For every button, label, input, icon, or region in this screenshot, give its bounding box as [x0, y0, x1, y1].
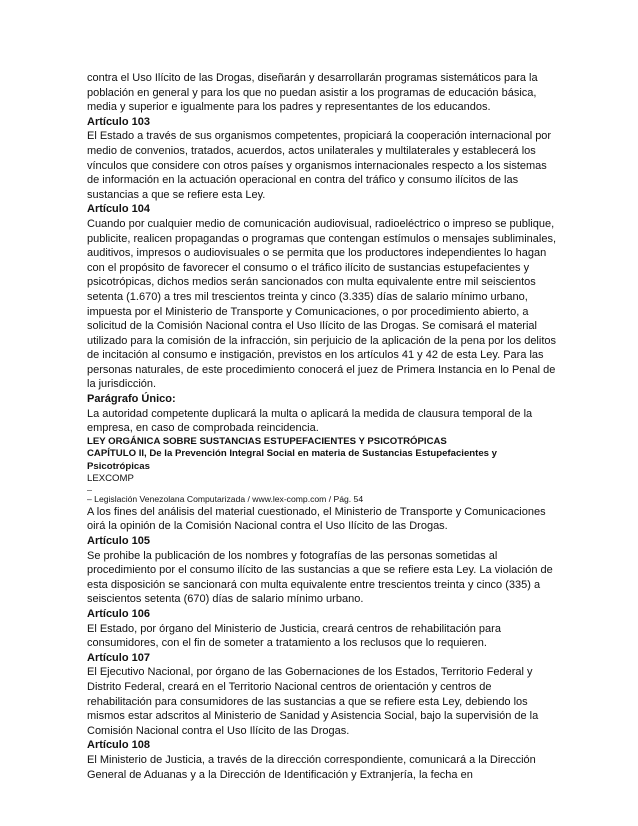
paragraph: La autoridad competente duplicará la multa o aplicará la medida de clausura temporal de la empresa, en caso de comprobada reincidencia.: [87, 407, 533, 435]
chapter-title: CAPÍTULO II, De la Prevención Integral Social en materia de Sustancias Estupefacientes y Psicotrópicas: [87, 448, 498, 472]
running-title: LEY ORGÁNICA SOBRE SUSTANCIAS ESTUPEFACIENTES Y PSICOTRÓPICAS: [87, 435, 447, 447]
paragraph: Cuando por cualquier medio de comunicación audiovisual, radioeléctrico o impreso se publique, publicite, realicen propagandas o programas que contengan estímulos o mensajes subliminales, auditivos, impresos o audiovisuales o se permita que los productores independientes lo hagan con el propósito de favorecer el consumo o el tráfico ilícito de sustancias estupefacientes y psicotrópicas, dichos medios serán sancionados con multa equivalente entre mil seiscientos setenta (1.670) a tres mil trescientos treinta y cinco (3.335) días de salario mínimo urbano, impuesta por el Ministerio de Transporte y Comunicaciones, o por procedimiento abierto, a solicitud de la Comisión Nacional contra el Uso Ilícito de las Drogas. Se comisará el material utilizado para la comisión de la infracción, sin perjuicio de la aplicación de la pena por los delitos de incitación al consumo e instigación, previstos en los artículos 41 y 42 de esta Ley. Para las personas naturales, de este procedimiento conocerá el juez de Primera Instancia en lo Penal de la jurisdicción.: [87, 217, 556, 391]
article-heading: Artículo 108: [87, 739, 150, 752]
article-heading: Artículo 107: [87, 651, 150, 664]
article-heading: Artículo 104: [87, 203, 150, 216]
paragraph: El Ejecutivo Nacional, por órgano de las Gobernaciones de los Estados, Territorio Federal y Distrito Federal, creará en el Territorio Nacional centros de orientación y centros de rehabilitación para consumidores de las sustancias a que se refiere esta Ley, debiendo los mismos estar adscritos al Ministerio de Sanidad y Asistencia Social, bajo la supervisión de la Comisión Nacional contra el Uso Ilícito de las Drogas.: [87, 666, 539, 737]
paragraph: contra el Uso Ilícito de las Drogas, diseñarán y desarrollarán programas sistemáticos para la población en general y para los que no puedan asistir a los programas de educación básica, media y superior e igualmente para los padres y representantes de los educandos.: [87, 72, 538, 114]
paragraph: El Estado, por órgano del Ministerio de Justicia, creará centros de rehabilitación para consumidores, con el fin de someter a tratamiento a los reclusos que lo requieren.: [87, 622, 501, 650]
document-page: [87, 71, 557, 782]
article-heading: Artículo 103: [87, 115, 150, 128]
paragraph-heading: Parágrafo Único:: [87, 393, 176, 406]
article-heading: Artículo 106: [87, 608, 150, 620]
paragraph: El Ministerio de Justicia, a través de la dirección correspondiente, comunicará a la Dirección General de Aduanas y a la Dirección de Identificación y Extranjería, la fecha en: [87, 753, 536, 781]
paragraph: Se prohibe la publicación de los nombres y fotografías de las personas sometidas al procedimiento por el consumo ilícito de las sustancias a que se refiere esta Ley. La violación de esta disposición se sancionará con multa equivalente entre trescientos treinta y cinco (335) a seiscientos setenta (670) días de salario mínimo urbano.: [87, 549, 553, 606]
paragraph: El Estado a través de sus organismos competentes, propiciará la cooperación internacional por medio de convenios, tratados, acuerdos, actos unilaterales y multilaterales y establecerá los vínculos que considere con otros países y organismos internacionales respecto a los sistemas de información en la actuación operacional en contra del tráfico y consumo ilícitos de las sustancias a que se refiere esta Ley.: [87, 130, 552, 201]
paragraph: A los fines del análisis del material cuestionado, el Ministerio de Transporte y Comunicaciones oirá la opinión de la Comisión Nacional contra el Uso Ilícito de las Drogas.: [87, 505, 546, 533]
article-heading: Artículo 105: [87, 535, 150, 548]
publisher-name: LEXCOMP: [87, 473, 134, 485]
page-footer: – Legislación Venezolana Computarizada / www.lex-comp.com / Pág. 54: [87, 493, 364, 504]
